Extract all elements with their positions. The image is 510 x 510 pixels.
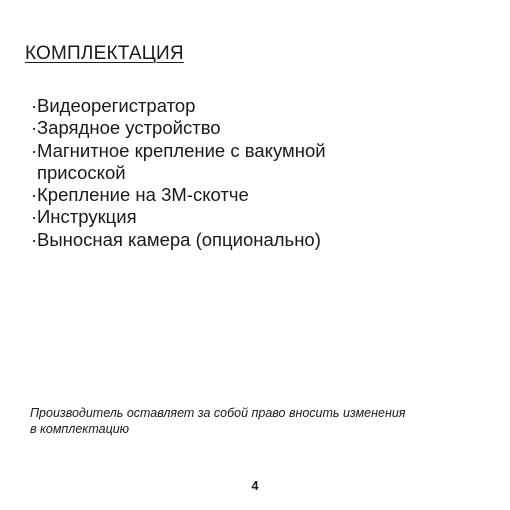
bullet-icon: · xyxy=(31,95,38,116)
bullet-icon: · xyxy=(31,228,38,250)
list-item-label: Инструкция xyxy=(37,206,137,228)
package-contents-list xyxy=(31,95,391,251)
list-item-label: Зарядное устройство xyxy=(37,117,221,139)
manufacturer-note: Производитель оставляет за собой право вносить изменения в комплектацию xyxy=(30,406,406,436)
list-item xyxy=(31,117,391,139)
bullet-icon: · xyxy=(31,206,38,228)
bullet-icon: · xyxy=(31,139,38,161)
list-item xyxy=(31,229,391,251)
list-item xyxy=(31,140,391,185)
list-item xyxy=(31,184,391,206)
list-item-label: Видеорегистратор xyxy=(37,95,196,116)
bullet-icon: · xyxy=(31,184,38,206)
page-number: 4 xyxy=(251,479,259,493)
bullet-icon: · xyxy=(31,117,38,139)
list-item-label: Магнитное крепление с вакумной присоской xyxy=(37,139,326,183)
list-item xyxy=(31,206,391,228)
list-item xyxy=(31,95,391,117)
section-heading: КОМПЛЕКТАЦИЯ xyxy=(25,43,184,64)
list-item-label: Выносная камера (опционально) xyxy=(37,228,321,250)
list-item-label: Крепление на 3М-скотче xyxy=(37,184,249,206)
